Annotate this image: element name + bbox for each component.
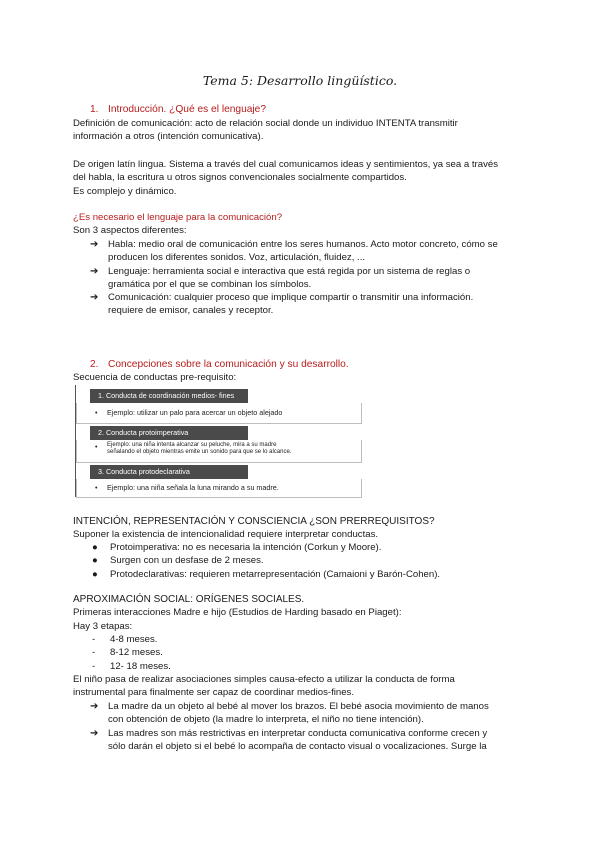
stages-intro: Hay 3 etapas: xyxy=(73,621,133,632)
bullet-icon: ● xyxy=(92,555,98,567)
stages-paragraph: El niño pasa de realizar asociaciones simples causa-efecto a utilizar la conducta de forma instrumental para finalmente ser capaz de coordinar medios-fines. xyxy=(73,674,455,699)
list-item: - 4-8 meses. xyxy=(92,634,158,645)
definition-line: información a otros (intención comunicativa). xyxy=(73,131,264,143)
list-item: ● Protodeclarativas: requieren metarrepresentación (Camaioni y Barón-Cohen). xyxy=(92,568,441,580)
dash-icon: - xyxy=(92,647,96,659)
list-item: ● Protoimperativa: no es necesaria la intención (Corkun y Moore). xyxy=(92,542,382,553)
list-item: - 8-12 meses. xyxy=(92,647,163,659)
arrow-icon: ➔ xyxy=(90,239,99,250)
section-2-title: Concepciones sobre la comunicación y su desarrollo. xyxy=(108,359,349,370)
list-item: ➔ Las madres son más restrictivas en interpretar conducta comunicativa conforme crecen y sólo darán el objeto si el bebé lo acompaña de contacto visual o vocalizaciones. Surge la xyxy=(90,727,488,752)
list-item: ➔ Habla: medio oral de comunicación entre los seres humanos. Acto motor concreto, cómo se producen los diferentes sonidos. Voz, articulación, fluidez, ... xyxy=(90,239,498,264)
section-1-heading xyxy=(90,103,266,116)
section-2-number: 2. xyxy=(90,359,99,370)
social-intro: Primeras interacciones Madre e hijo (Estudios de Harding basado en Piaget): xyxy=(73,607,402,618)
social-heading: APROXIMACIÓN SOCIAL: ORÍGENES SOCIALES. xyxy=(73,594,305,605)
figure-step-header: 1. Conducta de coordinación medios- fines xyxy=(90,389,248,403)
figure-step-body: • Ejemplo: una niña señala la luna mirando a su madre. xyxy=(76,479,362,498)
origin-line: Es complejo y dinámico. xyxy=(73,185,177,197)
list-item: ● Surgen con un desfase de 2 meses. xyxy=(92,555,264,567)
figure-step-header: 3. Conducta protodeclarativa xyxy=(90,465,248,479)
sequence-label: Secuencia de conductas pre-requisito: xyxy=(73,372,237,383)
origin-line: del habla, la escritura u otros signos convencionales socialmente compartidos. xyxy=(73,172,407,184)
section-2-heading xyxy=(90,358,349,371)
aspects-intro: Son 3 aspectos diferentes: xyxy=(73,225,187,236)
aspects-list xyxy=(90,238,520,318)
list-item: ➔ Lenguaje: herramienta social e interactiva que está regida por un sistema de reglas o gramática por el que se combinan los símbolos. xyxy=(90,265,471,290)
bullet-icon: • xyxy=(95,483,98,492)
dash-icon: - xyxy=(92,634,96,645)
intention-intro: Suponer la existencia de intencionalidad requiere interpretar conductas. xyxy=(73,529,379,540)
bullet-icon: • xyxy=(95,442,98,451)
stages-list xyxy=(90,633,290,673)
figure-step-body: • Ejemplo: utilizar un palo para acercar un objeto alejado xyxy=(76,403,362,424)
definition-paragraph xyxy=(73,117,543,144)
behavior-sequence-figure xyxy=(75,385,362,497)
intention-list xyxy=(90,541,520,581)
section-1-title: Introducción. ¿Qué es el lenguaje? xyxy=(108,104,267,115)
figure-step-body: • Ejemplo: una niña intenta alcanzar su peluche, mira a su madre señalando el objeto mientras emite un sonido para que se lo alcance. xyxy=(76,440,362,463)
arrow-icon: ➔ xyxy=(90,292,99,304)
document-title: Tema 5: Desarrollo lingüístico. xyxy=(202,73,398,88)
arrow-icon: ➔ xyxy=(90,727,99,739)
dash-icon: - xyxy=(92,660,96,672)
list-item: ➔ Comunicación: cualquier proceso que implique compartir o transmitir una información. requiere de emisor, canales y receptor. xyxy=(90,292,474,317)
bullet-icon: ● xyxy=(92,542,98,553)
bullet-icon: • xyxy=(95,408,98,417)
definition-line: Definición de comunicación: acto de relación social donde un individuo INTENTA transmitir xyxy=(73,118,458,129)
list-item: ➔ La madre da un objeto al bebé al mover los brazos. El bebé asocia movimiento de manos con obtención de objeto (la madre lo interpreta, el niño no tiene intención). xyxy=(90,701,489,726)
bullet-icon: ● xyxy=(92,568,98,580)
origin-line: De origen latín lingua. Sistema a través del cual comunicamos ideas y sentimientos, ya sea a través xyxy=(73,159,499,170)
list-item: - 12- 18 meses. xyxy=(92,660,171,672)
origin-paragraph xyxy=(73,158,543,198)
section-1-number: 1. xyxy=(90,104,99,115)
arrow-icon: ➔ xyxy=(90,701,99,712)
mother-child-list xyxy=(90,700,520,753)
figure-step-header: 2. Conducta protoimperativa xyxy=(90,426,248,440)
arrow-icon: ➔ xyxy=(90,265,99,277)
intention-heading: INTENCIÓN, REPRESENTACIÓN Y CONSCIENCIA ¿SON PRERREQUISITOS? xyxy=(73,516,435,527)
question-heading: ¿Es necesario el lenguaje para la comunicación? xyxy=(73,212,283,223)
